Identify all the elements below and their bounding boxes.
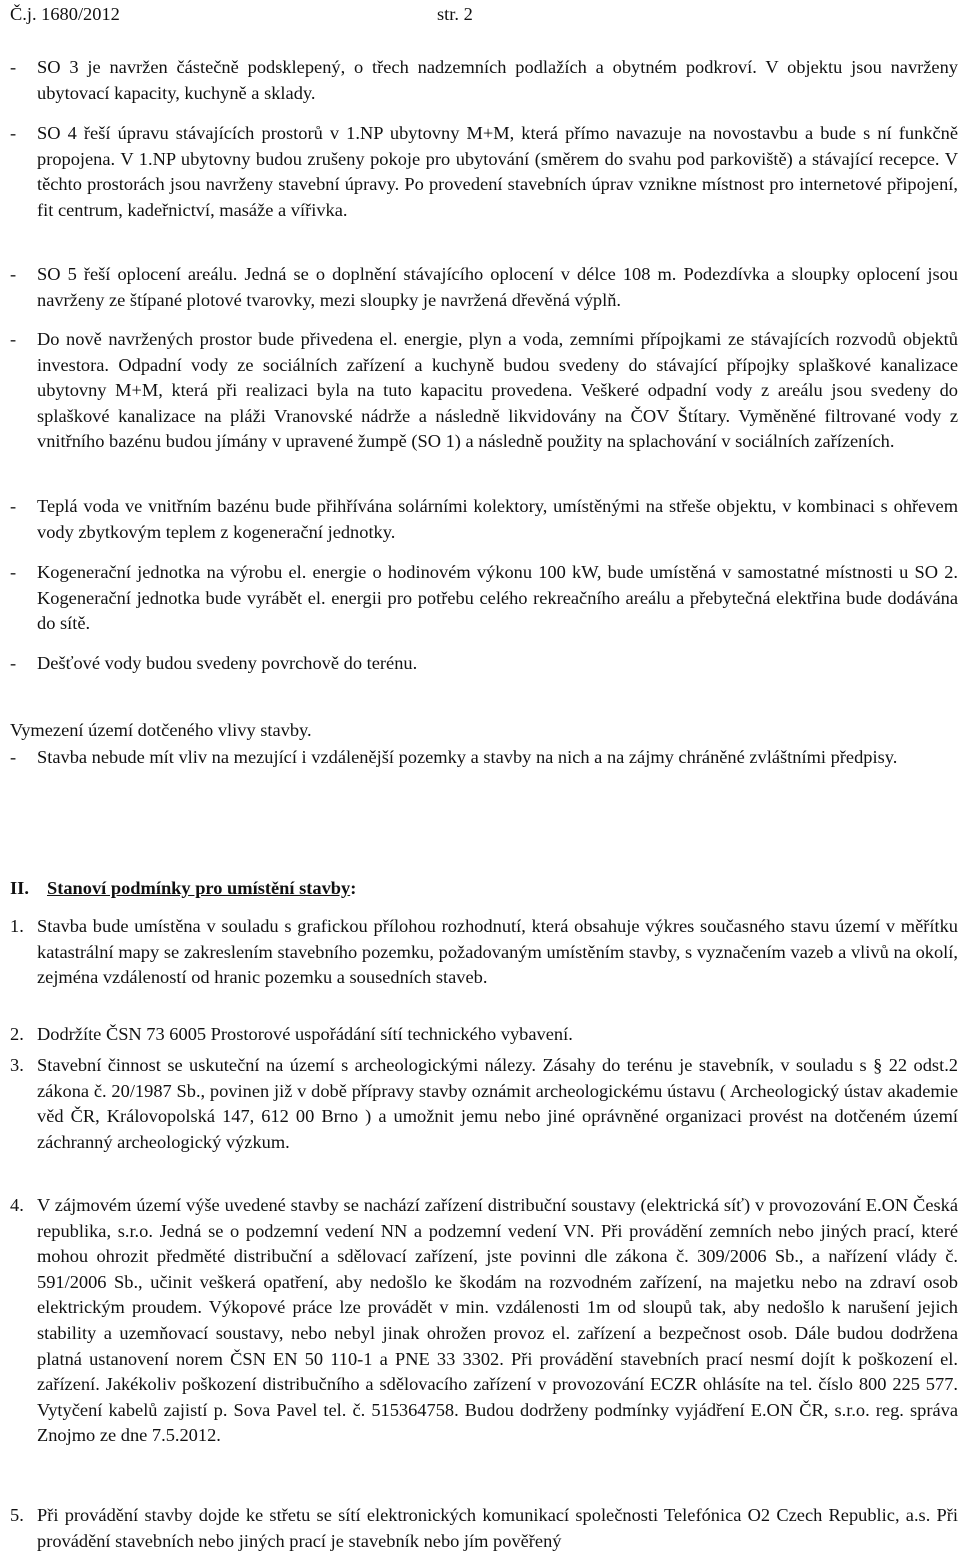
page-number: str. 2 — [437, 4, 473, 24]
bullet-text: Kogenerační jednotka na výrobu el. energie o hodinovém výkonu 100 kW, bude umístěná v samostatné místnosti u SO 2. Kogenerační jednotka bude vyrábět el. energii pro potřebu celého rekreačního areálu a přebytečná elektřina bude dodávána do sítě. — [37, 562, 958, 634]
bullet-text: SO 3 je navržen částečně podsklepený, o třech nadzemních podlažích a obytném podkroví. V objektu jsou navrženy ubytovací kapacity, kuchyně a sklady. — [37, 57, 958, 103]
condition-1 — [10, 914, 958, 991]
condition-number: 3. — [10, 1055, 24, 1075]
bullet-text: Stavba nebude mít vliv na mezující i vzdálenější pozemky a stavby na nich a na zájmy chráněné zvláštními předpisy. — [37, 747, 898, 767]
bullet-hot-water: - Teplá voda ve vnitřním bazénu bude přihřívána solárními kolektory, umístěnými na střeše objektu, v kombinaci s ohřevem vody zbytkovým teplem z kogenerační jednotky. — [10, 494, 958, 545]
condition-text: Dodržíte ČSN 73 6005 Prostorové uspořádání sítí technického vybavení. — [37, 1024, 573, 1044]
bullet-utilities: - Do nově navržených prostor bude přivedena el. energie, plyn a voda, zemními přípojkami ze stávajících rozvodů objektů investora. Odpadní vody ze sociálních zařízení a kuchyně budou svedeny do stávající přípojky splaškové kanalizace ubytovny M+M, která při realizaci byla na tuto kapacitu provedena. Veškeré odpadní vody z areálu jsou svedeny do splaškové kanalizace na pláži Vranovské nádrže a následně likvidovány na ČOV Štítary. Vyměněné filtrované vody z vnitřního bazénu budou jímány v upravené žumpě (SO 1) a následně použity na splachování v sociálních zařízeních. — [10, 327, 958, 455]
condition-text: V zájmovém území výše uvedené stavby se nachází zařízení distribuční soustavy (elektrická síť) v provozování E.ON Česká republika, s.r.o. Jedná se o podzemní vedení NN a podzemní vedení VN. Při provádění zemních nebo jiných prací, které mohou ohrozit předměté distribuční a sdělovací zařízení, jste povinni dle zákona č. 309/2006 Sb., a nařízení vlády č. 591/2006 Sb., učinit veškerá opatření, aby nedošlo ke škodám na rozvodném zařízení, na majetku nebo na zdraví osob elektrickým proudem. Výkopové práce lze provádět v min. vzdálenosti 1m od sloupů tak, aby nedošlo k narušení jejich stability a uzemňovací soustavy, nebo nebyl jinak ohrožen provoz el. zařízení a bezpečnost osob. Dále budou dodržena platná ustanovení norem ČSN EN 50 110-1 a PNE 33 3302. Při provádění stavebních prací nesmí dojít k poškození el. zařízení. Jakékoliv poškození distribučního a sdělovacího zařízení v provozování ECZR ohlásíte na tel. číslo 800 225 577. Vytyčení kabelů zajistí p. Sova Pavel tel. č. 515364758. Budou dodrženy podmínky vyjádření E.ON ČR, s.r.o. reg. správa Znojmo ze dne 7.5.2012. — [37, 1195, 958, 1446]
reference-number: Č.j. 1680/2012 — [10, 4, 120, 24]
condition-2 — [10, 1022, 958, 1048]
condition-number: 1. — [10, 916, 24, 936]
bullet-text: Dešťové vody budou svedeny povrchově do terénu. — [37, 653, 418, 673]
bullet-rainwater: - Dešťové vody budou svedeny povrchově do terénu. — [10, 651, 958, 677]
section-number: II. — [10, 878, 29, 898]
bullet-text: SO 5 řeší oplocení areálu. Jedná se o doplnění stávajícího oplocení v délce 108 m. Podezdívka a sloupky oplocení jsou navrženy ze štípané plotové tvarovky, mezi sloupky je navržená dřevěná výplň. — [37, 264, 958, 310]
bullet-so5: - SO 5 řeší oplocení areálu. Jedná se o doplnění stávajícího oplocení v délce 108 m. Podezdívka a sloupky oplocení jsou navrženy ze štípané plotové tvarovky, mezi sloupky je navržená dřevěná výplň. — [10, 262, 958, 313]
condition-text: Stavební činnost se uskuteční na území s archeologickými nálezy. Zásahy do terénu je stavebník, v souladu s § 22 odst.2 zákona č. 20/1987 Sb., povinen již v době přípravy stavby oznámit archeologickému ústavu ( Archeologický ústav akademie věd ČR, Královopolská 147, 612 00 Brno ) a umožnit jemu nebo jiné oprávněné organizaci provést na dotčeném území záchranný archeologický výzkum. — [37, 1055, 958, 1152]
vymezeni-title: Vymezení území dotčeného vlivy stavby. — [10, 720, 312, 740]
vymezeni-bullet: - Stavba nebude mít vliv na mezující i vzdálenější pozemky a stavby na nich a na zájmy chráněné zvláštními předpisy. — [10, 745, 958, 771]
condition-number: 2. — [10, 1024, 24, 1044]
condition-text: Při provádění stavby dojde ke střetu se sítí elektronických komunikací společnosti Telefónica O2 Czech Republic, a.s. Při provádění stavebních nebo jiných prací je stavebník nebo jím pověřený — [37, 1505, 958, 1551]
condition-number: 4. — [10, 1195, 24, 1215]
bullet-so3: - SO 3 je navržen částečně podsklepený, o třech nadzemních podlažích a obytném podkroví. V objektu jsou navrženy ubytovací kapacity, kuchyně a sklady. — [10, 55, 958, 106]
condition-5 — [10, 1503, 958, 1554]
bullet-text: Do nově navržených prostor bude přivedena el. energie, plyn a voda, zemními přípojkami ze stávajících rozvodů objektů investora. Odpadní vody ze sociálních zařízení a kuchyně budou svedeny do stávající přípojky splaškové kanalizace ubytovny M+M, která při realizaci byla na tuto kapacitu provedena. Veškeré odpadní vody z areálu jsou svedeny do splaškové kanalizace na pláži Vranovské nádrže a následně likvidovány na ČOV Štítary. Vyměněné filtrované vody z vnitřního bazénu budou jímány v upravené žumpě (SO 1) a následně použity na splachování v sociálních zařízeních. — [37, 329, 958, 452]
condition-3 — [10, 1053, 958, 1155]
page-header — [10, 0, 960, 28]
bullet-so4: - SO 4 řeší úpravu stávajících prostorů v 1.NP ubytovny M+M, která přímo navazuje na novostavbu a bude s ní funkčně propojena. V 1.NP ubytovny budou zrušeny pokoje pro ubytování (směrem do svahu pod parkoviště) a stávající recepce. V těchto prostorách jsou navrženy stavební úpravy. Po provedení stavebních úprav vznikne místnost pro internetové připojení, fit centrum, kadeřnictví, masáže a vířivka. — [10, 121, 958, 223]
bullet-text: SO 4 řeší úpravu stávajících prostorů v 1.NP ubytovny M+M, která přímo navazuje na novostavbu a bude s ní funkčně propojena. V 1.NP ubytovny budou zrušeny pokoje pro ubytování (směrem do svahu pod parkoviště) a stávající recepce. V těchto prostorách jsou navrženy stavební úpravy. Po provedení stavebních úprav vznikne místnost pro internetové připojení, fit centrum, kadeřnictví, masáže a vířivka. — [37, 123, 958, 220]
bullet-text: Teplá voda ve vnitřním bazénu bude přihřívána solárními kolektory, umístěnými na střeše objektu, v kombinaci s ohřevem vody zbytkovým teplem z kogenerační jednotky. — [37, 496, 958, 542]
condition-4 — [10, 1193, 958, 1449]
section-title: Stanoví podmínky pro umístění stavby: — [47, 878, 357, 898]
bullet-cogeneration: - Kogenerační jednotka na výrobu el. energie o hodinovém výkonu 100 kW, bude umístěná v samostatné místnosti u SO 2. Kogenerační jednotka bude vyrábět el. energii pro potřebu celého rekreačního areálu a přebytečná elektřina bude dodávána do sítě. — [10, 560, 958, 637]
condition-text: Stavba bude umístěna v souladu s grafickou přílohou rozhodnutí, která obsahuje výkres současného stavu území v měřítku katastrální mapy se zakreslením stavebního pozemku, požadovaným umístěním stavby, s vyznačením vazeb a vlivů na okolí, zejména vzdáleností od hranic pozemku a sousedních staveb. — [37, 916, 958, 988]
condition-number: 5. — [10, 1505, 24, 1525]
